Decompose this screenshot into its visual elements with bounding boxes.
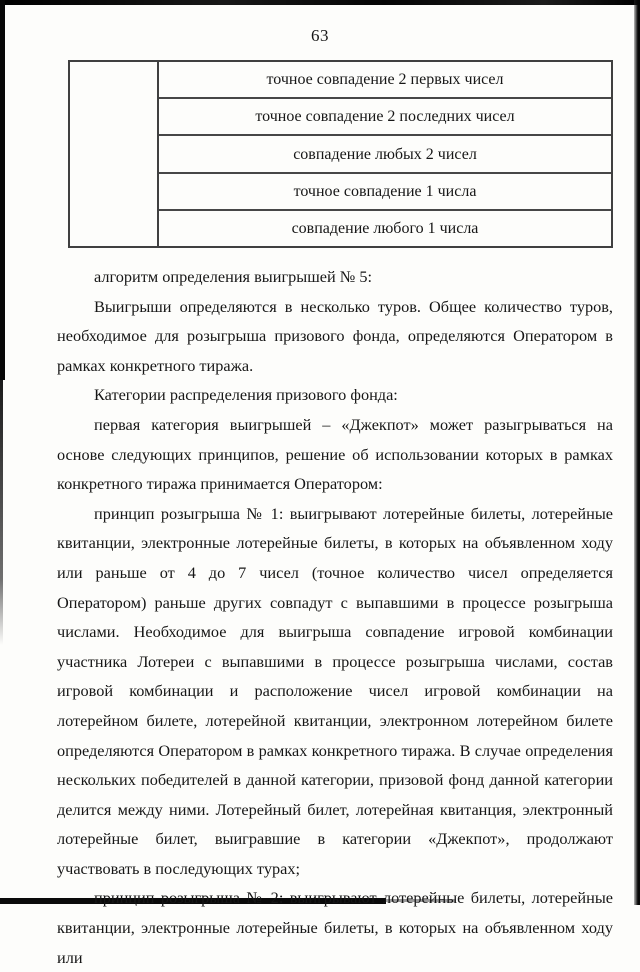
table-row: точное совпадение 1 числа xyxy=(159,174,611,211)
table-row: точное совпадение 2 последних чисел xyxy=(159,99,611,136)
document-body xyxy=(57,262,613,972)
scan-edge-right xyxy=(634,0,640,905)
table-row: совпадение любого 1 числа xyxy=(291,219,479,237)
page-number: 63 xyxy=(311,26,329,45)
prize-category-table xyxy=(68,60,613,248)
paragraph-algorithm-heading: алгоритм определения выигрышей № 5: xyxy=(94,267,373,286)
table-rows-column xyxy=(159,62,611,246)
paragraph-first-category: первая категория выигрышей – «Джекпот» может разыгрываться на основе следующих принципов, решение об использовании которых в рамках конкретного тиража принимается Оператором: xyxy=(57,414,613,494)
scan-edge-left xyxy=(0,0,5,380)
table-row: точное совпадение 2 первых чисел xyxy=(159,62,611,99)
table-row: совпадение любых 2 чисел xyxy=(159,136,611,173)
table-stub-cell xyxy=(70,62,159,246)
paragraph-categories-heading: Категории распределения призового фонда: xyxy=(94,385,398,405)
scan-edge-top xyxy=(0,0,640,5)
paragraph-principle-2: принцип розыгрыша № 2: выигрывают лотерейные билеты, лотерейные квитанции, электронные лотерейные билеты, в которых на объявленном ходу или xyxy=(57,888,613,967)
paragraph-principle-1: принцип розыгрыша № 1: выигрывают лотерейные билеты, лотерейные квитанции, электронные лотерейные билеты, в которых на объявленном ходу или раньше от 4 до 7 чисел (точное количество чисел определяется Оператором) раньше других совпадут с выпавшими в процессе розыгрыша числами. Необходимое для выигрыша совпадение игровой комбинации участника Лотереи с выпавшими в процессе розыгрыша числами, состав игровой комбинации и расположение чисел игровой комбинации на лотерейном билете, лотерейной квитанции, электронном лотерейном билете определяются Оператором в рамках конкретного тиража. В случае определения нескольких победителей в данной категории, призовой фонд данной категории делится между ними. Лотерейный билет, лотерейная квитанция, электронный лотерейные билет, выигравшие в категории «Джекпот», продолжают участвовать в последующих турах; xyxy=(57,503,613,878)
paragraph-tours: Выигрыши определяются в несколько туров. Общее количество туров, необходимое для розыгрыша призового фонда, определяются Оператором в рамках конкретного тиража. xyxy=(57,296,613,375)
scan-edge-left-fade xyxy=(0,380,3,645)
